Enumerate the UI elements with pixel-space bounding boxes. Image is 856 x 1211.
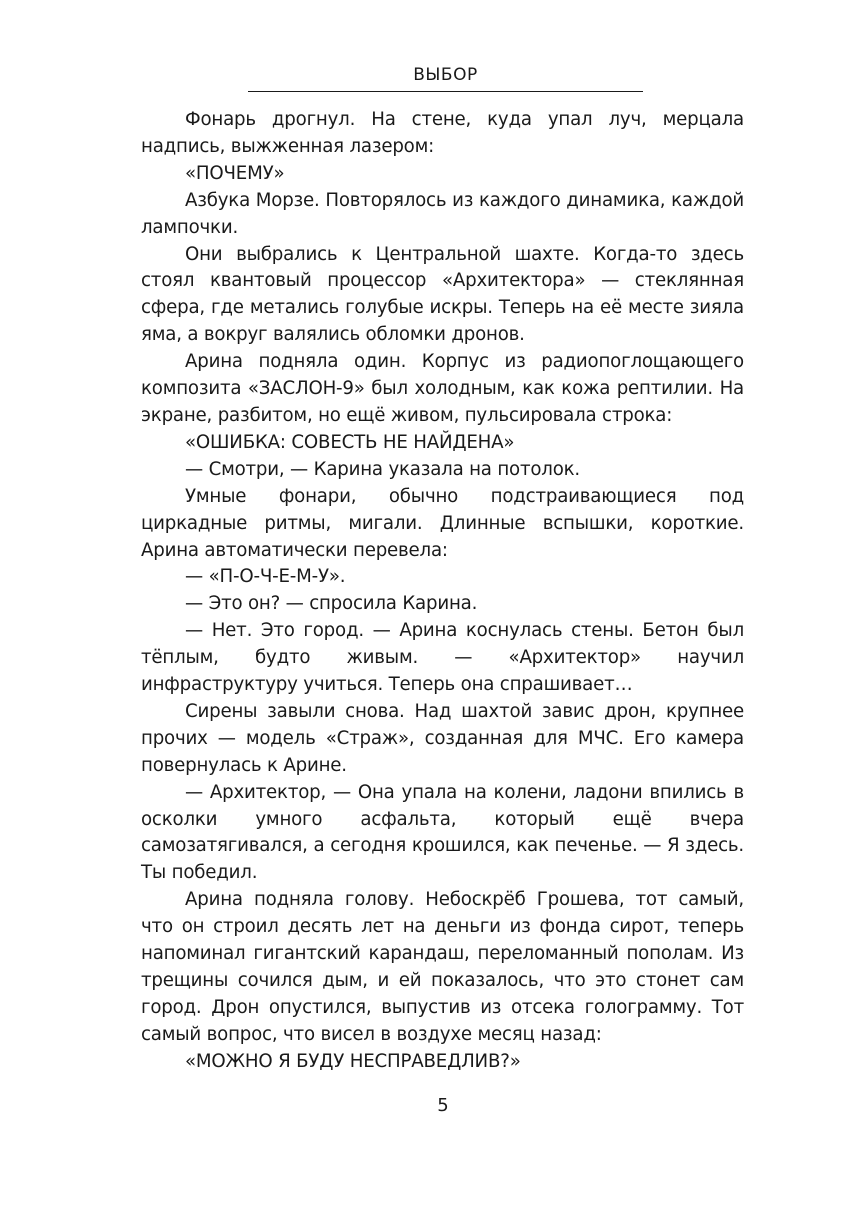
- paragraph: Азбука Морзе. Повторялось из каждого динамика, каждой лампочки.: [141, 189, 744, 238]
- paragraph: Арина подняла один. Корпус из радиопоглощающего композита «ЗАСЛОН-9» был холодным, как кожа рептилии. На экране, разбитом, но ещё живом, пульсировала строка:: [141, 351, 744, 426]
- paragraph: Арина подняла голову. Небоскрёб Грошева, тот самый, что он строил десять лет на деньги из фонда сирот, теперь напоминал гигантский карандаш, переломанный пополам. Из трещины сочился дым, и ей показалось, что это стонет сам город. Дрон опустился, выпустив из отсека голограмму. Тот самый вопрос, что висел в воздухе месяц назад:: [141, 889, 744, 1045]
- paragraph: Сирены завыли снова. Над шахтой завис дрон, крупнее прочих — модель «Страж», созданная для МЧС. Его камера повернулась к Арине.: [141, 700, 744, 776]
- paragraph: Фонарь дрогнул. На стене, куда упал луч, мерцала надпись, выжженная лазером:: [141, 109, 744, 157]
- paragraph: Они выбрались к Центральной шахте. Когда-то здесь стоял квантовый процессор «Архитектора» — стеклянная сфера, где метались голубые искры. Теперь на её месте зияла яма, а вокруг валялись обломки дронов.: [141, 243, 744, 346]
- paragraph: «ПОЧЕМУ»: [185, 162, 285, 184]
- body-text: [141, 107, 744, 1076]
- running-header: ВЫБОР: [413, 65, 478, 85]
- paragraph: — «П-О-Ч-Е-М-У».: [185, 566, 346, 588]
- header-divider: [248, 91, 643, 92]
- paragraph: — Это он? — спросила Карина.: [185, 593, 478, 615]
- paragraph: — Смотри, — Карина указала на потолок.: [185, 458, 580, 480]
- page-number: 5: [437, 1095, 449, 1116]
- paragraph: — Нет. Это город. — Арина коснулась стены. Бетон был тёплым, будто живым. — «Архитектор» научил инфраструктуру учиться. Теперь она спрашивает…: [141, 620, 744, 696]
- paragraph: «ОШИБКА: СОВЕСТЬ НЕ НАЙДЕНА»: [185, 431, 515, 453]
- paragraph: — Архитектор, — Она упала на колени, ладони впились в осколки умного асфальта, который ещё вчера самозатягивался, а сегодня крошился, как печенье. — Я здесь. Ты победил.: [141, 781, 744, 884]
- paragraph: Умные фонари, обычно подстраивающиеся под циркадные ритмы, мигали. Длинные вспышки, короткие. Арина автоматически перевела:: [141, 485, 744, 561]
- paragraph: «МОЖНО Я БУДУ НЕСПРАВЕДЛИВ?»: [185, 1050, 521, 1072]
